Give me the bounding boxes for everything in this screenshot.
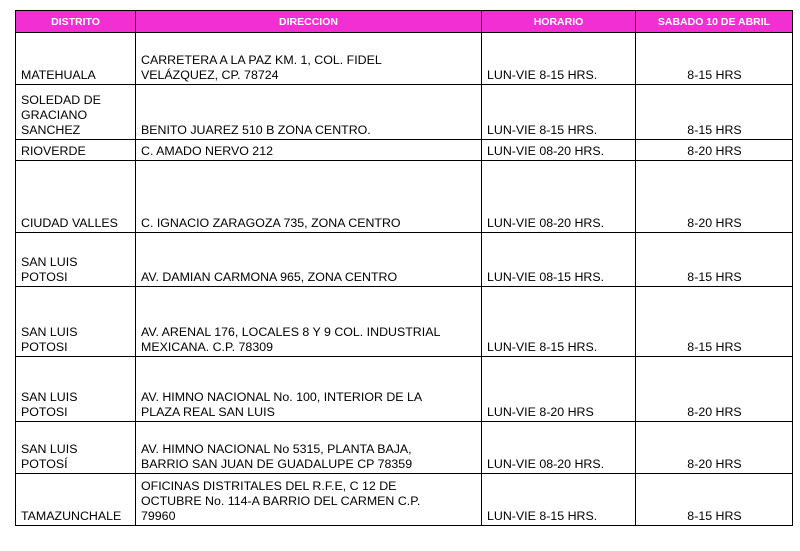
table-row xyxy=(16,422,793,474)
cell-sabado: 8-20 HRS xyxy=(636,140,793,161)
header-sabado: SABADO 10 DE ABRIL xyxy=(636,11,793,33)
cell-distrito: SOLEDAD DE GRACIANO SANCHEZ xyxy=(16,85,136,140)
cell-horario: LUN-VIE 08-15 HRS. xyxy=(482,233,636,287)
cell-sabado: 8-15 HRS xyxy=(636,85,793,140)
cell-distrito: SAN LUIS POTOSÍ xyxy=(16,422,136,474)
cell-sabado: 8-20 HRS xyxy=(636,422,793,474)
table-row xyxy=(16,357,793,422)
cell-direccion: C. AMADO NERVO 212 xyxy=(136,140,482,161)
cell-direccion: C. IGNACIO ZARAGOZA 735, ZONA CENTRO xyxy=(136,161,482,233)
cell-direccion: AV. HIMNO NACIONAL No. 100, INTERIOR DE LA PLAZA REAL SAN LUIS xyxy=(136,357,482,422)
table-header-row xyxy=(16,11,793,33)
cell-horario: LUN-VIE 8-15 HRS. xyxy=(482,85,636,140)
table-row xyxy=(16,85,793,140)
table-row xyxy=(16,140,793,161)
header-horario: HORARIO xyxy=(482,11,636,33)
cell-sabado: 8-15 HRS xyxy=(636,287,793,357)
cell-distrito: SAN LUIS POTOSI xyxy=(16,233,136,287)
cell-direccion: AV. ARENAL 176, LOCALES 8 Y 9 COL. INDUSTRIAL MEXICANA. C.P. 78309 xyxy=(136,287,482,357)
cell-sabado: 8-15 HRS xyxy=(636,474,793,526)
cell-direccion: OFICINAS DISTRITALES DEL R.F.E, C 12 DE OCTUBRE No. 114-A BARRIO DEL CARMEN C.P. 79960 xyxy=(136,474,482,526)
cell-sabado: 8-15 HRS xyxy=(636,233,793,287)
header-distrito: DISTRITO xyxy=(16,11,136,33)
cell-distrito: MATEHUALA xyxy=(16,33,136,85)
table-row xyxy=(16,287,793,357)
cell-direccion: BENITO JUAREZ 510 B ZONA CENTRO. xyxy=(136,85,482,140)
header-direccion: DIRECCION xyxy=(136,11,482,33)
table-row xyxy=(16,233,793,287)
cell-sabado: 8-20 HRS xyxy=(636,161,793,233)
cell-distrito: CIUDAD VALLES xyxy=(16,161,136,233)
cell-sabado: 8-15 HRS xyxy=(636,33,793,85)
table-row xyxy=(16,474,793,526)
table-row xyxy=(16,161,793,233)
cell-horario: LUN-VIE 08-20 HRS. xyxy=(482,161,636,233)
cell-distrito: SAN LUIS POTOSI xyxy=(16,287,136,357)
offices-table xyxy=(15,10,793,526)
cell-horario: LUN-VIE 8-15 HRS. xyxy=(482,474,636,526)
cell-distrito: TAMAZUNCHALE xyxy=(16,474,136,526)
cell-horario: LUN-VIE 8-20 HRS xyxy=(482,357,636,422)
cell-horario: LUN-VIE 8-15 HRS. xyxy=(482,33,636,85)
cell-sabado: 8-20 HRS xyxy=(636,357,793,422)
cell-direccion: CARRETERA A LA PAZ KM. 1, COL. FIDEL VELÁZQUEZ, CP. 78724 xyxy=(136,33,482,85)
cell-horario: LUN-VIE 08-20 HRS. xyxy=(482,140,636,161)
cell-direccion: AV. HIMNO NACIONAL No 5315, PLANTA BAJA, BARRIO SAN JUAN DE GUADALUPE CP 78359 xyxy=(136,422,482,474)
cell-direccion: AV. DAMIAN CARMONA 965, ZONA CENTRO xyxy=(136,233,482,287)
table-row xyxy=(16,33,793,85)
cell-horario: LUN-VIE 08-20 HRS. xyxy=(482,422,636,474)
cell-horario: LUN-VIE 8-15 HRS. xyxy=(482,287,636,357)
cell-distrito: SAN LUIS POTOSI xyxy=(16,357,136,422)
cell-distrito: RIOVERDE xyxy=(16,140,136,161)
